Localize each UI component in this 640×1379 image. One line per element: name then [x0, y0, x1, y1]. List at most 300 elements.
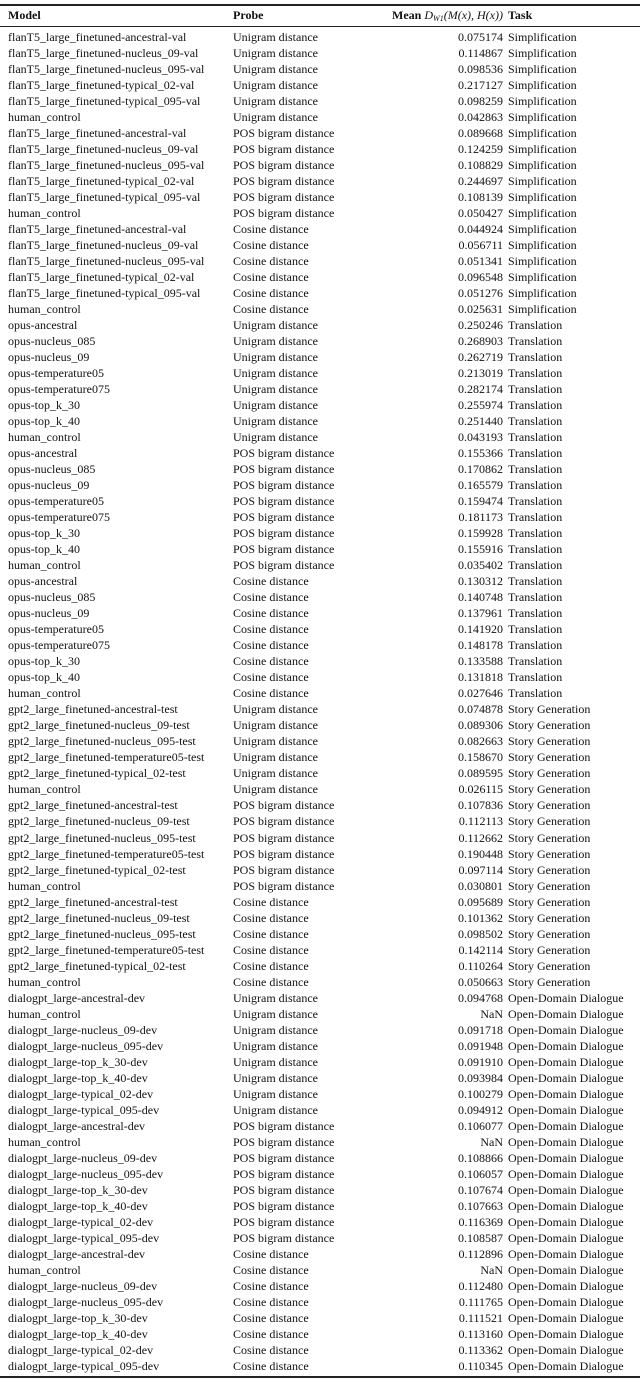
task-cell: Translation — [508, 494, 563, 509]
table-row — [0, 205, 640, 221]
table-row — [0, 429, 640, 445]
table-row — [0, 894, 640, 910]
table-header — [0, 5, 640, 25]
mean-value-cell: 0.181173 — [458, 510, 503, 525]
task-cell: Story Generation — [508, 766, 591, 781]
model-cell: opus-nucleus_09 — [8, 350, 90, 365]
probe-cell: POS bigram distance — [233, 494, 335, 509]
mean-value-cell: 0.095689 — [458, 894, 503, 909]
probe-cell: Unigram distance — [233, 334, 318, 349]
table-row — [0, 926, 640, 942]
mean-value-cell: 0.155916 — [458, 542, 503, 557]
mean-value-cell: 0.030801 — [458, 878, 503, 893]
probe-cell: Cosine distance — [233, 638, 309, 653]
model-cell: human_control — [8, 430, 81, 445]
probe-cell: POS bigram distance — [233, 510, 335, 525]
task-cell: Story Generation — [508, 974, 591, 989]
table-row — [0, 1102, 640, 1118]
task-cell: Open-Domain Dialogue — [508, 1150, 624, 1165]
table-row — [0, 1198, 640, 1214]
mean-value-cell: 0.148178 — [458, 638, 503, 653]
model-cell: dialogpt_large-typical_02-dev — [8, 1086, 154, 1101]
probe-cell: Unigram distance — [233, 366, 318, 381]
model-cell: dialogpt_large-top_k_40-dev — [8, 1198, 148, 1213]
task-cell: Translation — [508, 542, 563, 557]
model-cell: opus-ancestral — [8, 318, 78, 333]
task-cell: Open-Domain Dialogue — [508, 1070, 624, 1085]
mean-value-cell: 0.137961 — [458, 606, 503, 621]
table-row — [0, 1022, 640, 1038]
probe-cell: Cosine distance — [233, 1294, 309, 1309]
model-cell: opus-ancestral — [8, 446, 78, 461]
mean-value-cell: 0.142114 — [458, 942, 503, 957]
table-row — [0, 141, 640, 157]
table-row — [0, 189, 640, 205]
model-cell: opus-top_k_40 — [8, 414, 80, 429]
table-row — [0, 125, 640, 141]
task-cell: Simplification — [508, 94, 577, 109]
model-cell: gpt2_large_finetuned-typical_02-test — [8, 766, 186, 781]
header-mean-word: Mean — [392, 8, 422, 22]
mean-value-cell: 0.098259 — [458, 94, 503, 109]
mean-value-cell: 0.159928 — [458, 526, 503, 541]
probe-cell: POS bigram distance — [233, 542, 335, 557]
model-cell: gpt2_large_finetuned-nucleus_09-test — [8, 814, 190, 829]
table-row — [0, 557, 640, 573]
header-mean-formula — [424, 8, 503, 22]
table-row — [0, 1038, 640, 1054]
mean-value-cell: 0.116369 — [458, 1214, 503, 1229]
mean-value-cell: 0.091718 — [458, 1022, 503, 1037]
table-row — [0, 1134, 640, 1150]
table-row — [0, 1150, 640, 1166]
table-row — [0, 77, 640, 93]
task-cell: Simplification — [508, 78, 577, 93]
probe-cell: Cosine distance — [233, 1262, 309, 1277]
model-cell: gpt2_large_finetuned-nucleus_09-test — [8, 718, 190, 733]
task-cell: Story Generation — [508, 718, 591, 733]
mean-value-cell: 0.141920 — [458, 622, 503, 637]
model-cell: human_control — [8, 1006, 81, 1021]
task-cell: Translation — [508, 478, 563, 493]
table-row — [0, 509, 640, 525]
task-cell: Story Generation — [508, 894, 591, 909]
mean-value-cell: 0.094768 — [458, 990, 503, 1005]
probe-cell: Unigram distance — [233, 750, 318, 765]
mean-value-cell: 0.130312 — [458, 574, 503, 589]
table-row — [0, 846, 640, 862]
task-cell: Translation — [508, 462, 563, 477]
model-cell: human_control — [8, 302, 81, 317]
model-cell: gpt2_large_finetuned-nucleus_095-test — [8, 830, 196, 845]
task-cell: Open-Domain Dialogue — [508, 1086, 624, 1101]
task-cell: Story Generation — [508, 942, 591, 957]
mean-value-cell: 0.051276 — [458, 286, 503, 301]
task-cell: Story Generation — [508, 910, 591, 925]
probe-cell: POS bigram distance — [233, 1230, 335, 1245]
table-row — [0, 477, 640, 493]
mean-value-cell: 0.244697 — [458, 174, 503, 189]
task-cell: Simplification — [508, 270, 577, 285]
task-cell: Open-Domain Dialogue — [508, 1262, 624, 1277]
model-cell: opus-ancestral — [8, 574, 78, 589]
task-cell: Translation — [508, 686, 563, 701]
probe-cell: POS bigram distance — [233, 1118, 335, 1133]
mean-value-cell: 0.255974 — [458, 398, 503, 413]
probe-cell: Cosine distance — [233, 942, 309, 957]
mean-value-cell: 0.107663 — [458, 1198, 503, 1213]
header-probe: Probe — [233, 8, 264, 22]
probe-cell: Cosine distance — [233, 958, 309, 973]
table-row — [0, 93, 640, 109]
mean-value-cell: 0.093984 — [458, 1070, 503, 1085]
mean-value-cell: 0.158670 — [458, 750, 503, 765]
table-row — [0, 461, 640, 477]
model-cell: gpt2_large_finetuned-nucleus_095-test — [8, 734, 196, 749]
mean-value-cell: 0.165579 — [458, 478, 503, 493]
table-row — [0, 1214, 640, 1230]
mean-value-cell: 0.112662 — [458, 830, 503, 845]
task-cell: Translation — [508, 558, 563, 573]
task-cell: Simplification — [508, 174, 577, 189]
task-cell: Open-Domain Dialogue — [508, 1342, 624, 1357]
mean-value-cell: 0.108829 — [458, 158, 503, 173]
task-cell: Story Generation — [508, 814, 591, 829]
table-row — [0, 653, 640, 669]
task-cell: Simplification — [508, 110, 577, 125]
model-cell: human_control — [8, 878, 81, 893]
probe-cell: Unigram distance — [233, 1102, 318, 1117]
model-cell: opus-temperature05 — [8, 366, 104, 381]
probe-cell: POS bigram distance — [233, 1150, 335, 1165]
header-model: Model — [8, 8, 41, 22]
model-cell: opus-nucleus_09 — [8, 478, 90, 493]
table-row — [0, 621, 640, 637]
mean-value-cell: 0.074878 — [458, 702, 503, 717]
probe-cell: POS bigram distance — [233, 1198, 335, 1213]
table-row — [0, 1166, 640, 1182]
mean-value-cell: 0.108139 — [458, 190, 503, 205]
table-row — [0, 157, 640, 173]
table-row — [0, 1326, 640, 1342]
task-cell: Story Generation — [508, 926, 591, 941]
mean-value-cell: 0.025631 — [458, 302, 503, 317]
task-cell: Translation — [508, 366, 563, 381]
mean-value-cell: 0.035402 — [458, 558, 503, 573]
table-row — [0, 589, 640, 605]
mean-value-cell: 0.026115 — [458, 782, 503, 797]
model-cell: human_control — [8, 974, 81, 989]
mean-value-cell: 0.251440 — [458, 414, 503, 429]
table-row — [0, 1342, 640, 1358]
mean-value-cell: 0.075174 — [458, 30, 503, 44]
task-cell: Translation — [508, 526, 563, 541]
probe-cell: Cosine distance — [233, 894, 309, 909]
model-cell: opus-nucleus_085 — [8, 590, 96, 605]
mean-value-cell: 0.110264 — [458, 958, 503, 973]
task-cell: Translation — [508, 606, 563, 621]
model-cell: dialogpt_large-top_k_40-dev — [8, 1070, 148, 1085]
table-row — [0, 1294, 640, 1310]
model-cell: opus-top_k_40 — [8, 542, 80, 557]
model-cell: dialogpt_large-nucleus_09-dev — [8, 1278, 158, 1293]
probe-cell: Cosine distance — [233, 606, 309, 621]
task-cell: Simplification — [508, 46, 577, 60]
probe-cell: POS bigram distance — [233, 1214, 335, 1229]
table-row — [0, 781, 640, 797]
probe-cell: Unigram distance — [233, 94, 318, 109]
probe-cell: Unigram distance — [233, 734, 318, 749]
probe-cell: POS bigram distance — [233, 206, 335, 221]
table-row — [0, 253, 640, 269]
mean-value-cell: 0.101362 — [458, 910, 503, 925]
probe-cell: POS bigram distance — [233, 558, 335, 573]
model-cell: opus-nucleus_09 — [8, 606, 90, 621]
probe-cell: Unigram distance — [233, 398, 318, 413]
mean-value-cell: 0.113160 — [458, 1326, 503, 1341]
task-cell: Translation — [508, 510, 563, 525]
task-cell: Simplification — [508, 238, 577, 253]
probe-cell: Unigram distance — [233, 430, 318, 445]
task-cell: Simplification — [508, 62, 577, 77]
task-cell: Open-Domain Dialogue — [508, 1006, 624, 1021]
task-cell: Translation — [508, 574, 563, 589]
table-row — [0, 1182, 640, 1198]
table-row — [0, 333, 640, 349]
table-row — [0, 1358, 640, 1374]
probe-cell: Unigram distance — [233, 382, 318, 397]
model-cell: human_control — [8, 1262, 81, 1277]
mean-value-cell: 0.170862 — [458, 462, 503, 477]
mean-value-cell: 0.140748 — [458, 590, 503, 605]
model-cell: gpt2_large_finetuned-ancestral-test — [8, 894, 178, 909]
model-cell: dialogpt_large-top_k_30-dev — [8, 1182, 148, 1197]
model-cell: human_control — [8, 558, 81, 573]
model-cell: flanT5_large_finetuned-typical_095-val — [8, 286, 201, 301]
probe-cell: Cosine distance — [233, 302, 309, 317]
model-cell: opus-temperature075 — [8, 510, 110, 525]
model-cell: opus-top_k_40 — [8, 670, 80, 685]
task-cell: Translation — [508, 414, 563, 429]
table-row — [0, 445, 640, 461]
probe-cell: Cosine distance — [233, 622, 309, 637]
model-cell: flanT5_large_finetuned-nucleus_095-val — [8, 62, 205, 77]
model-cell: dialogpt_large-nucleus_095-dev — [8, 1294, 164, 1309]
table-row — [0, 1230, 640, 1246]
probe-cell: Unigram distance — [233, 30, 318, 44]
model-cell: dialogpt_large-nucleus_095-dev — [8, 1038, 164, 1053]
model-cell: gpt2_large_finetuned-temperature05-test — [8, 942, 205, 957]
table-row — [0, 717, 640, 733]
probe-cell: Cosine distance — [233, 1278, 309, 1293]
probe-cell: Unigram distance — [233, 62, 318, 77]
table-row — [0, 1086, 640, 1102]
task-cell: Translation — [508, 334, 563, 349]
task-cell: Simplification — [508, 30, 577, 44]
probe-cell: POS bigram distance — [233, 446, 335, 461]
mean-value-cell: NaN — [480, 1134, 503, 1149]
model-cell: opus-nucleus_085 — [8, 462, 96, 477]
mean-value-cell: 0.262719 — [458, 350, 503, 365]
mean-value-cell: 0.044924 — [458, 222, 503, 237]
mean-value-cell: 0.217127 — [458, 78, 503, 93]
task-cell: Translation — [508, 446, 563, 461]
model-cell: opus-temperature05 — [8, 494, 104, 509]
mean-value-cell: 0.133588 — [458, 654, 503, 669]
table-row — [0, 765, 640, 781]
probe-cell: Unigram distance — [233, 414, 318, 429]
task-cell: Open-Domain Dialogue — [508, 1134, 624, 1149]
table-row — [0, 109, 640, 125]
task-cell: Open-Domain Dialogue — [508, 1214, 624, 1229]
table-row — [0, 301, 640, 317]
probe-cell: Unigram distance — [233, 1070, 318, 1085]
mean-value-cell: 0.091948 — [458, 1038, 503, 1053]
model-cell: opus-temperature05 — [8, 622, 104, 637]
model-cell: dialogpt_large-top_k_30-dev — [8, 1054, 148, 1069]
task-cell: Simplification — [508, 206, 577, 221]
task-cell: Translation — [508, 590, 563, 605]
model-cell: gpt2_large_finetuned-ancestral-test — [8, 702, 178, 717]
mean-value-cell: 0.042863 — [458, 110, 503, 125]
model-cell: flanT5_large_finetuned-ancestral-val — [8, 222, 187, 237]
model-cell: flanT5_large_finetuned-nucleus_095-val — [8, 254, 205, 269]
table-row — [0, 942, 640, 958]
mean-value-cell: 0.094912 — [458, 1102, 503, 1117]
mean-value-cell: 0.089668 — [458, 126, 503, 141]
model-cell: human_control — [8, 206, 81, 221]
table-row — [0, 573, 640, 589]
task-cell: Story Generation — [508, 878, 591, 893]
probe-cell: Cosine distance — [233, 974, 309, 989]
model-cell: dialogpt_large-nucleus_095-dev — [8, 1166, 164, 1181]
model-cell: human_control — [8, 110, 81, 125]
task-cell: Translation — [508, 654, 563, 669]
task-cell: Simplification — [508, 302, 577, 317]
model-cell: dialogpt_large-top_k_40-dev — [8, 1326, 148, 1341]
task-cell: Open-Domain Dialogue — [508, 1246, 624, 1261]
probe-cell: POS bigram distance — [233, 462, 335, 477]
model-cell: dialogpt_large-ancestral-dev — [8, 990, 146, 1005]
table-row — [0, 29, 640, 45]
model-cell: opus-temperature075 — [8, 638, 110, 653]
header-rule — [0, 26, 640, 27]
table-row — [0, 61, 640, 77]
probe-cell: Unigram distance — [233, 766, 318, 781]
table-row — [0, 317, 640, 333]
task-cell: Story Generation — [508, 734, 591, 749]
mean-value-cell: 0.155366 — [458, 446, 503, 461]
mean-value-cell: 0.111521 — [458, 1310, 503, 1325]
mean-value-cell: 0.106057 — [458, 1166, 503, 1181]
table-row — [0, 237, 640, 253]
model-cell: dialogpt_large-typical_095-dev — [8, 1230, 160, 1245]
mean-value-cell: 0.112480 — [458, 1278, 503, 1293]
table-row — [0, 830, 640, 846]
probe-cell: Cosine distance — [233, 926, 309, 941]
table-row — [0, 749, 640, 765]
task-cell: Simplification — [508, 254, 577, 269]
task-cell: Simplification — [508, 286, 577, 301]
model-cell: gpt2_large_finetuned-temperature05-test — [8, 846, 205, 861]
probe-cell: Unigram distance — [233, 1038, 318, 1053]
model-cell: flanT5_large_finetuned-ancestral-val — [8, 30, 187, 44]
model-cell: flanT5_large_finetuned-nucleus_09-val — [8, 238, 199, 253]
probe-cell: Cosine distance — [233, 686, 309, 701]
probe-cell: Cosine distance — [233, 1326, 309, 1341]
table-bottom-rule — [0, 1376, 640, 1378]
table-row — [0, 45, 640, 61]
task-cell: Simplification — [508, 190, 577, 205]
mean-value-cell: 0.089306 — [458, 718, 503, 733]
header-task: Task — [508, 8, 533, 22]
probe-cell: Unigram distance — [233, 1086, 318, 1101]
table-row — [0, 1262, 640, 1278]
mean-value-cell: 0.050663 — [458, 974, 503, 989]
model-cell: gpt2_large_finetuned-typical_02-test — [8, 862, 186, 877]
mean-value-cell: 0.096548 — [458, 270, 503, 285]
table-row — [0, 221, 640, 237]
probe-cell: POS bigram distance — [233, 1134, 335, 1149]
model-cell: flanT5_large_finetuned-typical_095-val — [8, 94, 201, 109]
mean-value-cell: NaN — [480, 1262, 503, 1277]
probe-cell: POS bigram distance — [233, 830, 335, 845]
table-row — [0, 493, 640, 509]
probe-cell: Cosine distance — [233, 590, 309, 605]
probe-cell: POS bigram distance — [233, 126, 335, 141]
model-cell: flanT5_large_finetuned-ancestral-val — [8, 126, 187, 141]
mean-value-cell: 0.089595 — [458, 766, 503, 781]
model-cell: dialogpt_large-nucleus_09-dev — [8, 1150, 158, 1165]
task-cell: Open-Domain Dialogue — [508, 1294, 624, 1309]
mean-value-cell: 0.050427 — [458, 206, 503, 221]
task-cell: Translation — [508, 318, 563, 333]
task-cell: Open-Domain Dialogue — [508, 1022, 624, 1037]
model-cell: dialogpt_large-ancestral-dev — [8, 1118, 146, 1133]
probe-cell: Unigram distance — [233, 782, 318, 797]
mean-value-cell: 0.110345 — [458, 1358, 503, 1373]
task-cell: Story Generation — [508, 958, 591, 973]
task-cell: Translation — [508, 398, 563, 413]
table-row — [0, 813, 640, 829]
table-row — [0, 1310, 640, 1326]
probe-cell: POS bigram distance — [233, 174, 335, 189]
mean-value-cell: 0.112896 — [458, 1246, 503, 1261]
task-cell: Open-Domain Dialogue — [508, 990, 624, 1005]
task-cell: Open-Domain Dialogue — [508, 1102, 624, 1117]
mean-value-cell: 0.124259 — [458, 142, 503, 157]
task-cell: Simplification — [508, 126, 577, 141]
table-row — [0, 1278, 640, 1294]
probe-cell: POS bigram distance — [233, 190, 335, 205]
table-row — [0, 990, 640, 1006]
model-cell: flanT5_large_finetuned-nucleus_095-val — [8, 158, 205, 173]
table-row — [0, 269, 640, 285]
model-cell: flanT5_large_finetuned-typical_095-val — [8, 190, 201, 205]
table-row — [0, 685, 640, 701]
task-cell: Open-Domain Dialogue — [508, 1182, 624, 1197]
task-cell: Simplification — [508, 158, 577, 173]
table-row — [0, 381, 640, 397]
probe-cell: Cosine distance — [233, 670, 309, 685]
probe-cell: Cosine distance — [233, 910, 309, 925]
probe-cell: Unigram distance — [233, 110, 318, 125]
task-cell: Open-Domain Dialogue — [508, 1166, 624, 1181]
mean-value-cell: 0.113362 — [458, 1342, 503, 1357]
model-cell: human_control — [8, 1134, 81, 1149]
mean-value-cell: 0.131818 — [458, 670, 503, 685]
mean-value-cell: NaN — [480, 1006, 503, 1021]
